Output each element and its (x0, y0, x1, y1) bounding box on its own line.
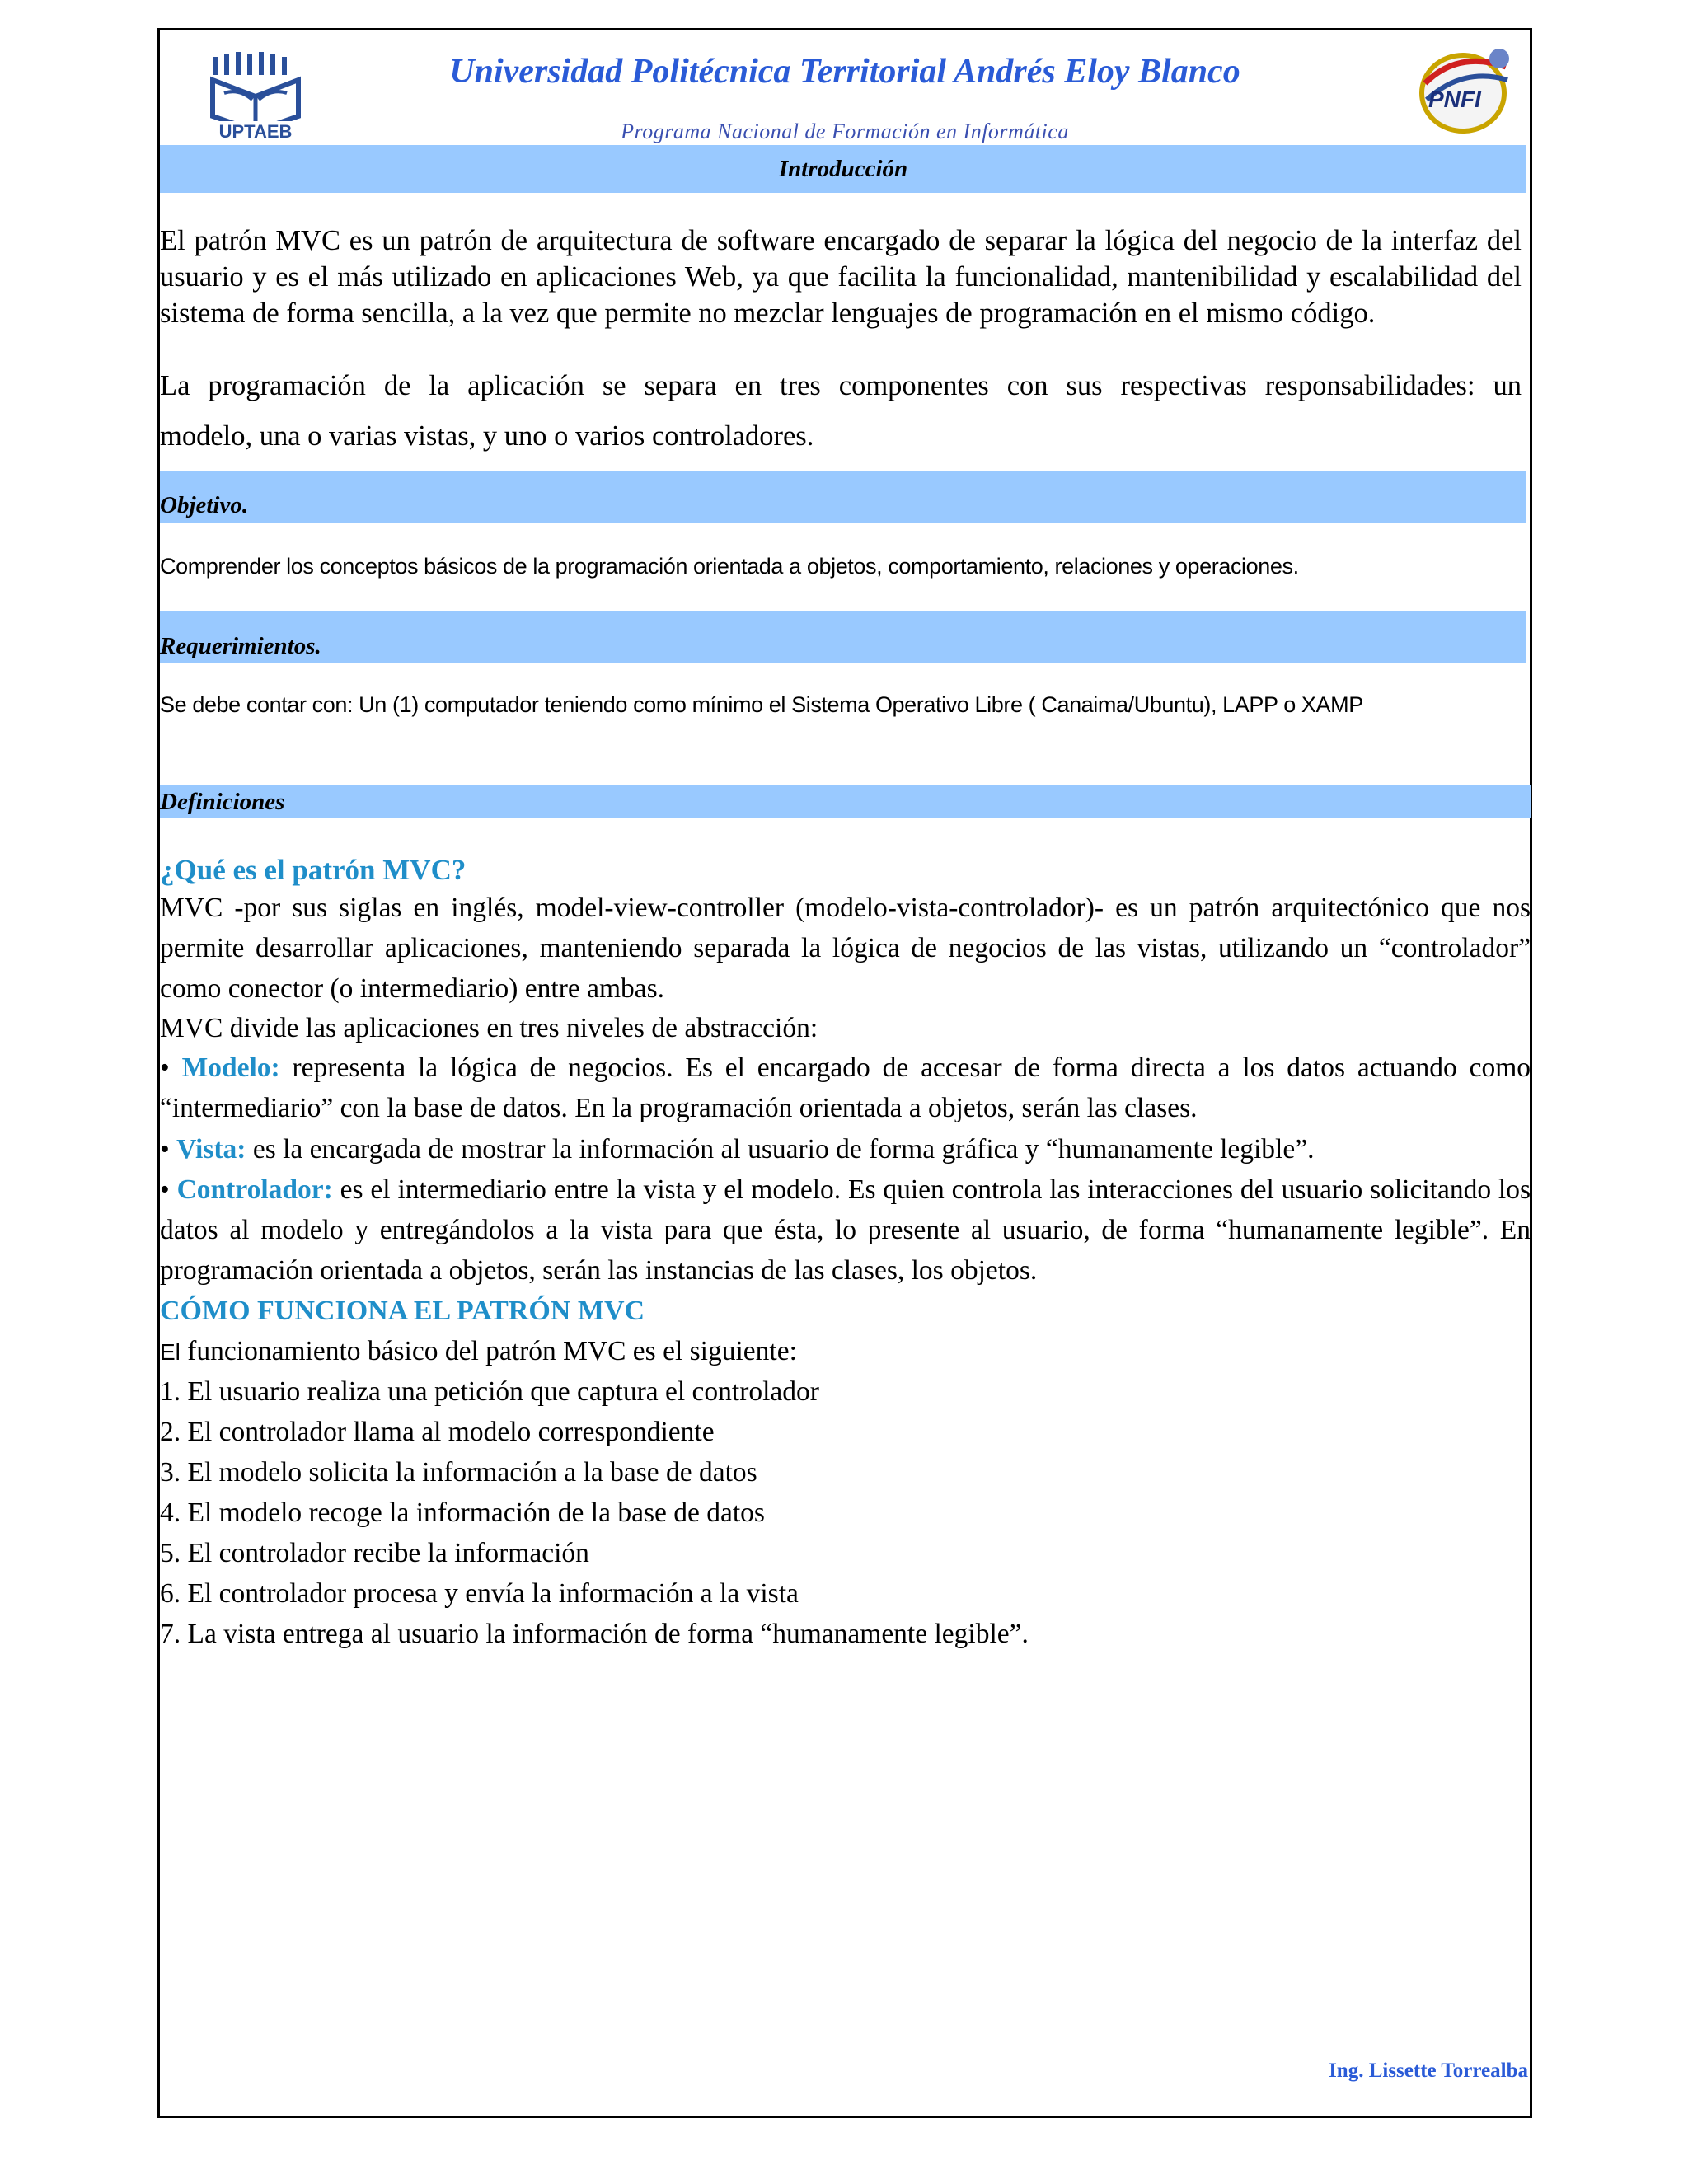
bullet: • (160, 1174, 170, 1205)
funcionamiento-intro-text: funcionamiento básico del patrón MVC es el siguiente: (180, 1336, 797, 1366)
introduccion-paragraph-2b: modelo, una o varias vistas, y uno o varios controladores. (160, 420, 814, 452)
step-item: 6. El controlador procesa y envía la información a la vista (160, 1578, 799, 1609)
bullet: • (160, 1052, 170, 1083)
step-item: 3. El modelo solicita la información a la base de datos (160, 1457, 757, 1488)
definicion-modelo (160, 1047, 1531, 1128)
objetivo-text: Comprender los conceptos básicos de la programación orientada a objetos, comportamiento, relaciones y operaciones. (160, 554, 1299, 579)
definicion-controlador (160, 1169, 1531, 1291)
step-item: 7. La vista entrega al usuario la información de forma “humanamente legible”. (160, 1619, 1029, 1649)
objetivo-heading: Objetivo. (160, 492, 249, 518)
requerimientos-heading-band (160, 611, 1526, 663)
introduccion-paragraph: El patrón MVC es un patrón de arquitectura de software encargado de separar la lógica del negocio de la interfaz del usuario y es el más utilizado en aplicaciones Web, ya que facilita la funcionalidad, mantenibilidad y escalabilidad del sistema de forma sencilla, a la vez que permite no mezclar lenguajes de programación en el mismo código. (160, 225, 1522, 329)
program-subtitle: Programa Nacional de Formación en Informática (621, 120, 1069, 143)
step-item: 5. El controlador recibe la información (160, 1538, 589, 1568)
university-title: Universidad Politécnica Territorial Andrés Eloy Blanco (449, 53, 1240, 91)
definiciones-heading-band (160, 785, 1531, 818)
definiciones-heading: Definiciones (160, 788, 285, 815)
bullet: • (160, 1134, 170, 1165)
introduccion-paragraph-2a: La programación de la aplicación se separa en tres componentes con sus respectivas responsabilidades: un (160, 370, 1522, 401)
vista-text: es la encargada de mostrar la información al usuario de forma gráfica y “humanamente legible”. (252, 1134, 1315, 1165)
definiciones-intro: MVC -por sus siglas en inglés, model-view-controller (modelo-vista-controlador)- es un patrón arquitectónico que nos permite desarrollar aplicaciones, manteniendo separada la lógica de negocios de las vistas, utilizando un “controlador” como conector (o intermediario) entre ambas. (160, 893, 1531, 1004)
controlador-label: Controlador: (176, 1174, 333, 1205)
modelo-label: Modelo: (181, 1052, 280, 1083)
definiciones-question: ¿Qué es el patrón MVC? (160, 854, 467, 886)
funcionamiento-intro (160, 1331, 1528, 1372)
vista-label: Vista: (176, 1134, 246, 1165)
modelo-text: representa la lógica de negocios. Es el encargado de accesar de forma directa a los datos actuando como “intermediario” con la base de datos. En la programación orientada a objetos, serán las clases. (160, 1052, 1531, 1123)
uptaeb-logo-text: UPTAEB (208, 121, 303, 143)
step-item: 4. El modelo recoge la información de la base de datos (160, 1497, 765, 1528)
document-page (157, 28, 1532, 2118)
introduccion-heading: Introducción (778, 155, 908, 182)
funcionamiento-intro-prefix: El (160, 1339, 181, 1365)
definicion-vista (160, 1129, 1531, 1169)
requerimientos-heading: Requerimientos. (160, 632, 321, 659)
step-item: 1. El usuario realiza una petición que captura el controlador (160, 1376, 819, 1407)
requerimientos-text: Se debe contar con: Un (1) computador teniendo como mínimo el Sistema Operativo Libre ( Canaima/Ubuntu), LAPP o XAMP (160, 692, 1363, 717)
step-item: 2. El controlador llama al modelo correspondiente (160, 1417, 715, 1447)
definiciones-levels: MVC divide las aplicaciones en tres niveles de abstracción: (160, 1013, 818, 1043)
objetivo-heading-band (160, 471, 1526, 523)
introduccion-heading-band (160, 145, 1526, 193)
pnfi-logo-text: PNFI (1428, 87, 1481, 112)
controlador-text: es el intermediario entre la vista y el modelo. Es quien controla las interacciones del usuario solicitando los datos al modelo y entregándolos a la vista para que ésta, lo presente al usuario, de forma “humanamente legible”. En programación orientada a objetos, serán las instancias de las clases, los objetos. (160, 1174, 1531, 1286)
funcionamiento-heading: CÓMO FUNCIONA EL PATRÓN MVC (160, 1296, 645, 1326)
author-signature: Ing. Lissette Torrealba (1329, 2060, 1528, 2082)
steps-list (160, 1371, 1528, 1654)
pnfi-logo (1417, 42, 1514, 139)
